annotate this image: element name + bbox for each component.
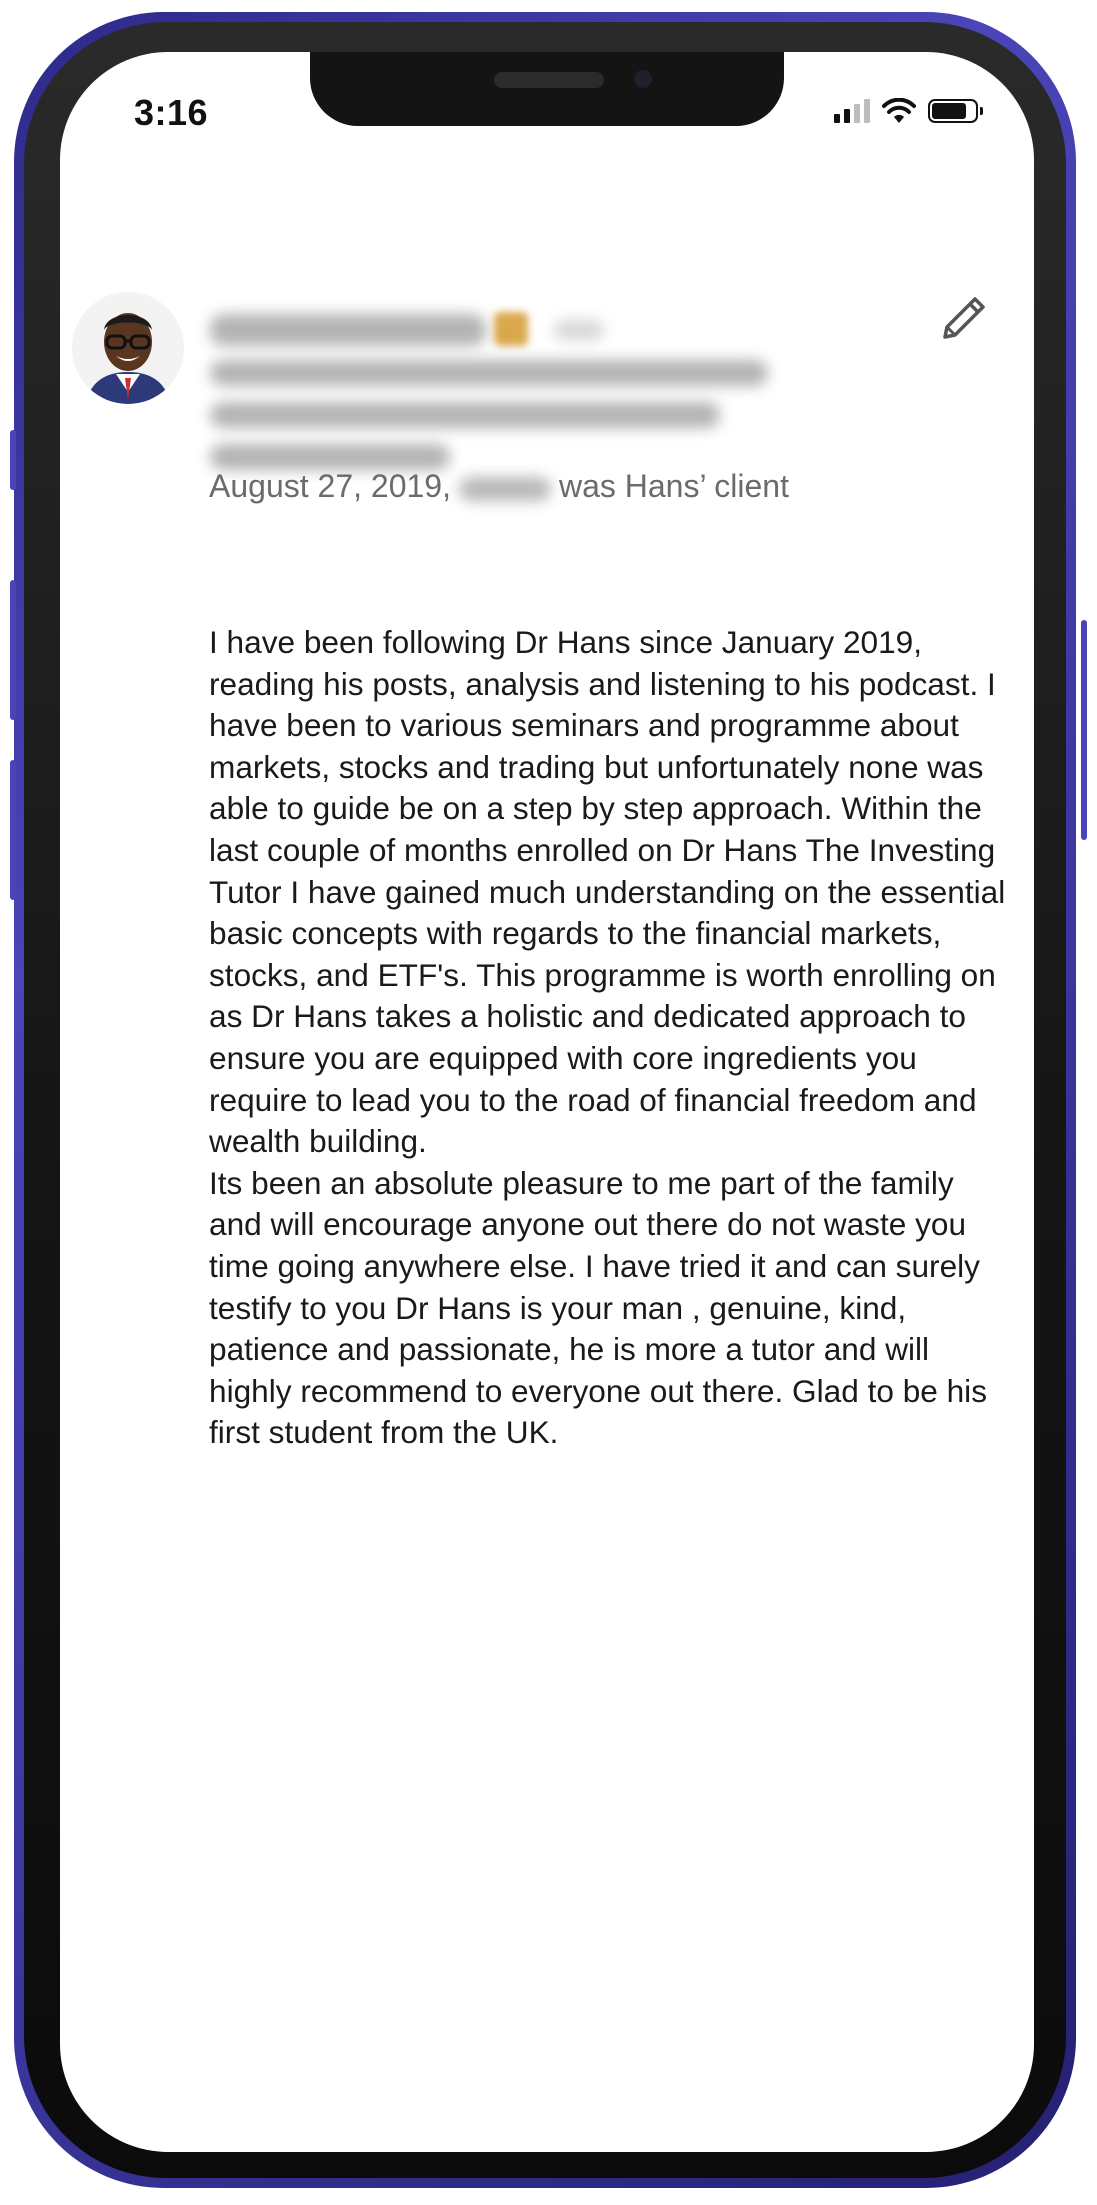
front-camera [634, 70, 652, 88]
reviewer-name [210, 314, 486, 346]
power-button [1081, 620, 1087, 840]
connection-degree [554, 320, 604, 340]
avatar[interactable] [72, 292, 184, 404]
pencil-icon [937, 291, 991, 345]
review-paragraph-1: I have been following Dr Hans since January 2019, reading his posts, analysis and listening to his podcast. I have been to various seminars and programme about markets, stocks and trading but unfortunately none was able to guide be on a step by step approach. Within the last couple of months enrolled on Dr Hans The Investing Tutor I have gained much understanding on the essential basic concepts with regards to the financial markets, stocks, and ETF's. This programme is worth enrolling on as Dr Hans takes a holistic and dedicated approach to ensure you are equipped with core ingredients you require to lead you to the road of financial freedom and wealth building. [209, 624, 1006, 1160]
review-meta [209, 468, 789, 505]
review-paragraph-2: Its been an absolute pleasure to me part of the family and will encourage anyone out there do not waste you time going anywhere else. I have tried it and can surely testify to you Dr Hans is your man , genuine, kind, patience and passionate, he is more a tutor and will highly recommend to everyone out there. Glad to be his first student from the UK. [209, 1164, 987, 1451]
volume-down-button [10, 760, 16, 900]
battery-icon [928, 99, 978, 123]
reviewer-headline-line-2 [210, 402, 720, 428]
redacted-name [459, 477, 551, 501]
screen [60, 52, 1034, 2152]
reviewer-badge [494, 312, 528, 346]
status-time: 3:16 [134, 92, 209, 133]
silent-switch [10, 430, 16, 490]
review-date-prefix: August 27, 2019, [209, 468, 451, 504]
review-relationship: was Hans’ client [558, 468, 789, 504]
review-text [209, 622, 1009, 1454]
reviewer-headline-line-3 [210, 444, 450, 470]
status-icons [834, 96, 978, 126]
edit-button[interactable] [934, 288, 994, 348]
wifi-icon [882, 98, 916, 124]
cellular-signal-icon [834, 99, 870, 123]
avatar-image [72, 292, 184, 404]
reviewer-headline-line-1 [210, 360, 768, 386]
earpiece-speaker [494, 72, 604, 88]
volume-up-button [10, 580, 16, 720]
notch [310, 52, 784, 126]
